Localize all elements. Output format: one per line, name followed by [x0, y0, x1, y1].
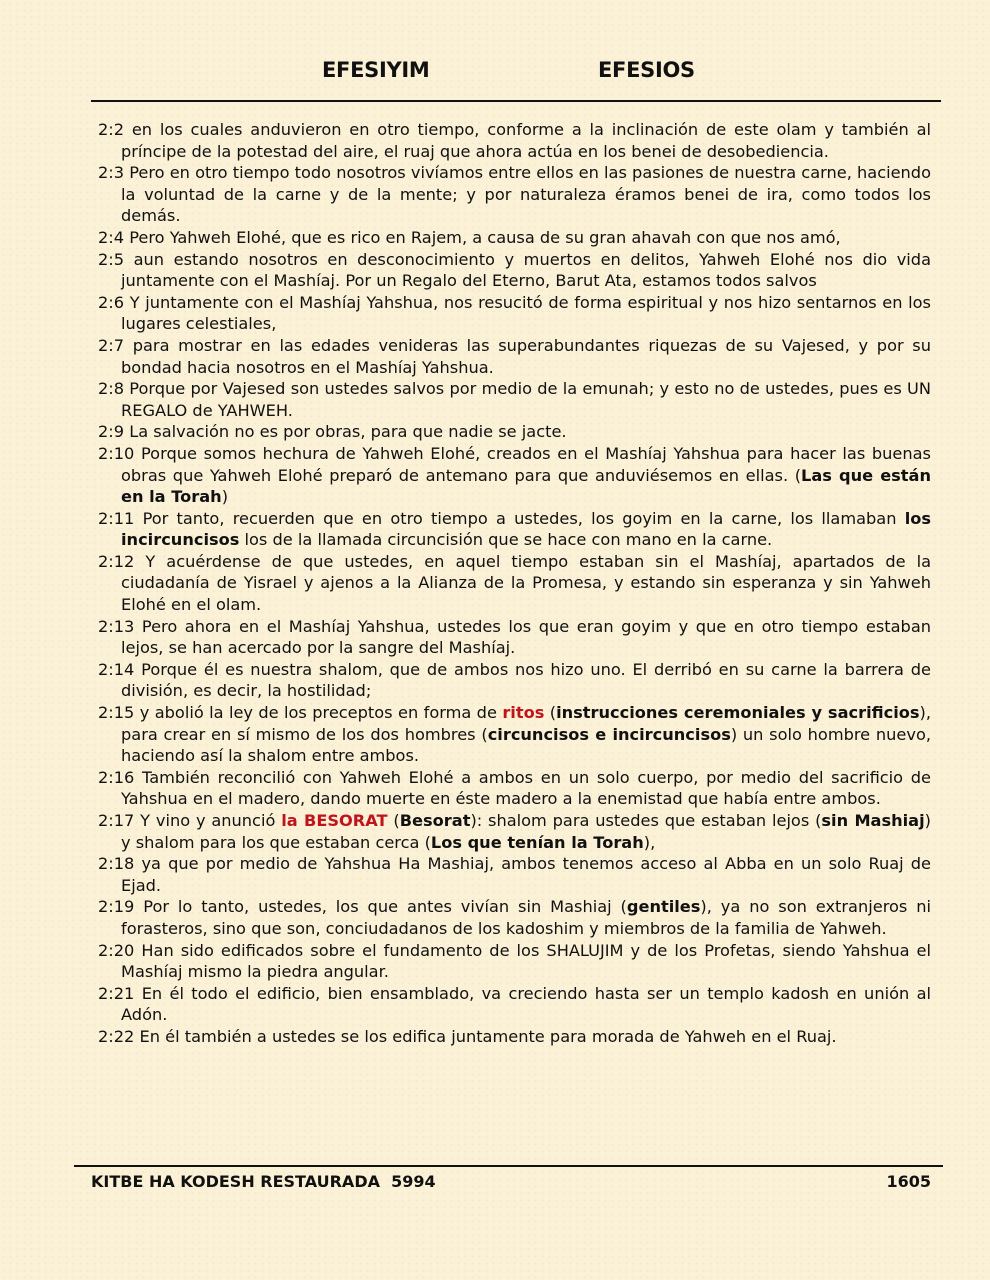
bold-emphasis: gentiles	[626, 897, 701, 917]
red-emphasis: ritos	[502, 703, 545, 723]
bold-emphasis: circuncisos e incircuncisos	[487, 724, 731, 744]
verse-paragraph	[98, 378, 931, 421]
verse-text: 2:15 y abolió la ley de los preceptos en forma de	[98, 703, 503, 723]
verse-text: 2:3 Pero en otro tiempo todo nosotros vivíamos entre ellos en las pasiones de nuestra carne, haciendo la voluntad de la carne y de la mente; y por naturaleza éramos benei de ira, como todos los demás.	[98, 163, 931, 226]
verse-paragraph	[98, 940, 931, 983]
verse-paragraph	[98, 119, 931, 162]
verse-text: 2:4 Pero Yahweh Elohé, que es rico en Rajem, a causa de su gran ahavah con que nos amó,	[98, 227, 841, 247]
red-emphasis: la BESORAT	[281, 811, 388, 830]
verse-text: ) y shalom para los que estaban cerca (	[121, 811, 931, 852]
verse-text: 2:18 ya que por medio de Yahshua Ha Mashiaj, ambos tenemos acceso al Abba en un solo Ruaj de Ejad.	[98, 854, 931, 895]
verse-paragraph	[98, 810, 931, 853]
verse-text: )	[221, 487, 229, 507]
verse-paragraph	[98, 659, 931, 702]
verse-text: 2:5 aun estando nosotros en desconocimiento y muertos en delitos, Yahweh Elohé nos dio vida juntamente con el Mashíaj. Por un Regalo del Eterno, Barut Ata, estamos todos salvos	[98, 249, 931, 291]
verse-text: 2:9 La salvación no es por obras, para que nadie se jacte.	[98, 422, 567, 442]
footer-divider	[74, 1165, 943, 1167]
footer-book-title: KITBE HA KODESH RESTAURADA 5994	[91, 1172, 436, 1191]
verse-paragraph	[98, 443, 931, 508]
page-header	[0, 58, 990, 92]
verse-text: 2:13 Pero ahora en el Mashíaj Yahshua, ustedes los que eran goyim y que en otro tiempo estaban lejos, se han acercado por la sangre del Mashíaj.	[98, 616, 931, 658]
verse-text: 2:8 Porque por Vajesed son ustedes salvos por medio de la emunah; y esto no de ustedes, pues es UN REGALO de YAHWEH.	[98, 379, 931, 420]
verse-paragraph	[98, 551, 931, 616]
bold-emphasis: Besorat	[399, 811, 471, 830]
verse-paragraph	[98, 292, 931, 335]
verse-text: ): shalom para ustedes que estaban lejos (	[470, 811, 822, 830]
bold-emphasis: los incircuncisos	[121, 508, 931, 550]
verse-paragraph	[98, 162, 931, 227]
bold-emphasis: instrucciones ceremoniales y sacrificios	[556, 703, 920, 723]
verse-paragraph	[98, 983, 931, 1026]
verse-text: los de la llamada circuncisión que se hace con mano en la carne.	[239, 530, 773, 550]
verse-text: ), para crear en sí mismo de los dos hombres (	[121, 703, 931, 744]
verse-paragraph	[98, 896, 931, 939]
header-title-spanish: EFESIOS	[598, 58, 695, 82]
verse-text: 2:6 Y juntamente con el Mashíaj Yahshua, nos resucitó de forma espiritual y nos hizo sentarnos en los lugares celestiales,	[98, 292, 931, 334]
header-title-hebrew: EFESIYIM	[322, 58, 430, 82]
verse-paragraph	[98, 508, 931, 551]
verse-paragraph	[98, 249, 931, 292]
verse-text: 2:20 Han sido edificados sobre el fundamento de los SHALUJIM y de los Profetas, siendo Yahshua el Mashíaj mismo la piedra angular.	[98, 940, 931, 982]
verse-text: 2:14 Porque él es nuestra shalom, que de ambos nos hizo uno. El derribó en su carne la barrera de división, es decir, la hostilidad;	[98, 659, 931, 701]
verse-text: (	[544, 703, 557, 723]
verse-paragraph	[98, 702, 931, 767]
header-divider	[91, 100, 941, 102]
verse-paragraph	[98, 421, 931, 443]
bold-emphasis: Los que tenían la Torah	[430, 832, 644, 852]
bold-emphasis: sin Mashiaj	[821, 811, 925, 830]
verse-text: 2:2 en los cuales anduvieron en otro tiempo, conforme a la inclinación de este olam y también al príncipe de la potestad del aire, el ruaj que ahora actúa en los benei de desobediencia.	[98, 120, 931, 161]
page-footer	[0, 1172, 990, 1196]
verse-text: 2:17 Y vino y anunció	[98, 811, 282, 830]
bold-emphasis: Las que están en la Torah	[121, 465, 931, 507]
verse-paragraph	[98, 227, 931, 249]
verse-paragraph	[98, 767, 931, 810]
verse-text: 2:22 En él también a ustedes se los edifica juntamente para morada de Yahweh en el Ruaj.	[98, 1026, 837, 1046]
verse-text: 2:16 También reconcilió con Yahweh Elohé a ambos en un solo cuerpo, por medio del sacrificio de Yahshua en el madero, dando muerte en éste madero a la enemistad que había entre ambos.	[98, 767, 931, 809]
verse-text: 2:19 Por lo tanto, ustedes, los que antes vivían sin Mashiaj (	[98, 897, 627, 917]
verse-paragraph	[98, 853, 931, 896]
verse-paragraph	[98, 335, 931, 378]
verse-text: 2:10 Porque somos hechura de Yahweh Elohé, creados en el Mashíaj Yahshua para hacer las buenas obras que Yahweh Elohé preparó de antemano para que anduviésemos en ellas. (	[98, 443, 931, 485]
verse-text: (	[387, 811, 400, 830]
verse-paragraph	[98, 616, 931, 659]
verse-paragraph	[98, 1026, 931, 1048]
verse-text: 2:21 En él todo el edificio, bien ensamblado, va creciendo hasta ser un templo kadosh en unión al Adón.	[98, 983, 931, 1025]
verse-text: 2:12 Y acuérdense de que ustedes, en aquel tiempo estaban sin el Mashíaj, apartados de la ciudadanía de Yisrael y ajenos a la Alianza de la Promesa, y estando sin esperanza y sin Yahweh Elohé en el olam.	[98, 551, 931, 615]
verse-text: 2:7 para mostrar en las edades venideras las superabundantes riquezas de su Vajesed, y por su bondad hacia nosotros en el Mashíaj Yahshua.	[98, 335, 931, 377]
verse-text: ),	[643, 832, 656, 852]
verse-list	[98, 119, 931, 1048]
verse-text: ), ya no son extranjeros ni forasteros, sino que son, conciudadanos de los kadoshim y miembros de la familia de Yahweh.	[121, 897, 931, 938]
verse-text: ) un solo hombre nuevo, haciendo así la shalom entre ambos.	[121, 724, 931, 766]
verse-text: 2:11 Por tanto, recuerden que en otro tiempo a ustedes, los goyim en la carne, los llamaban	[98, 508, 905, 528]
page-number: 1605	[886, 1172, 931, 1191]
